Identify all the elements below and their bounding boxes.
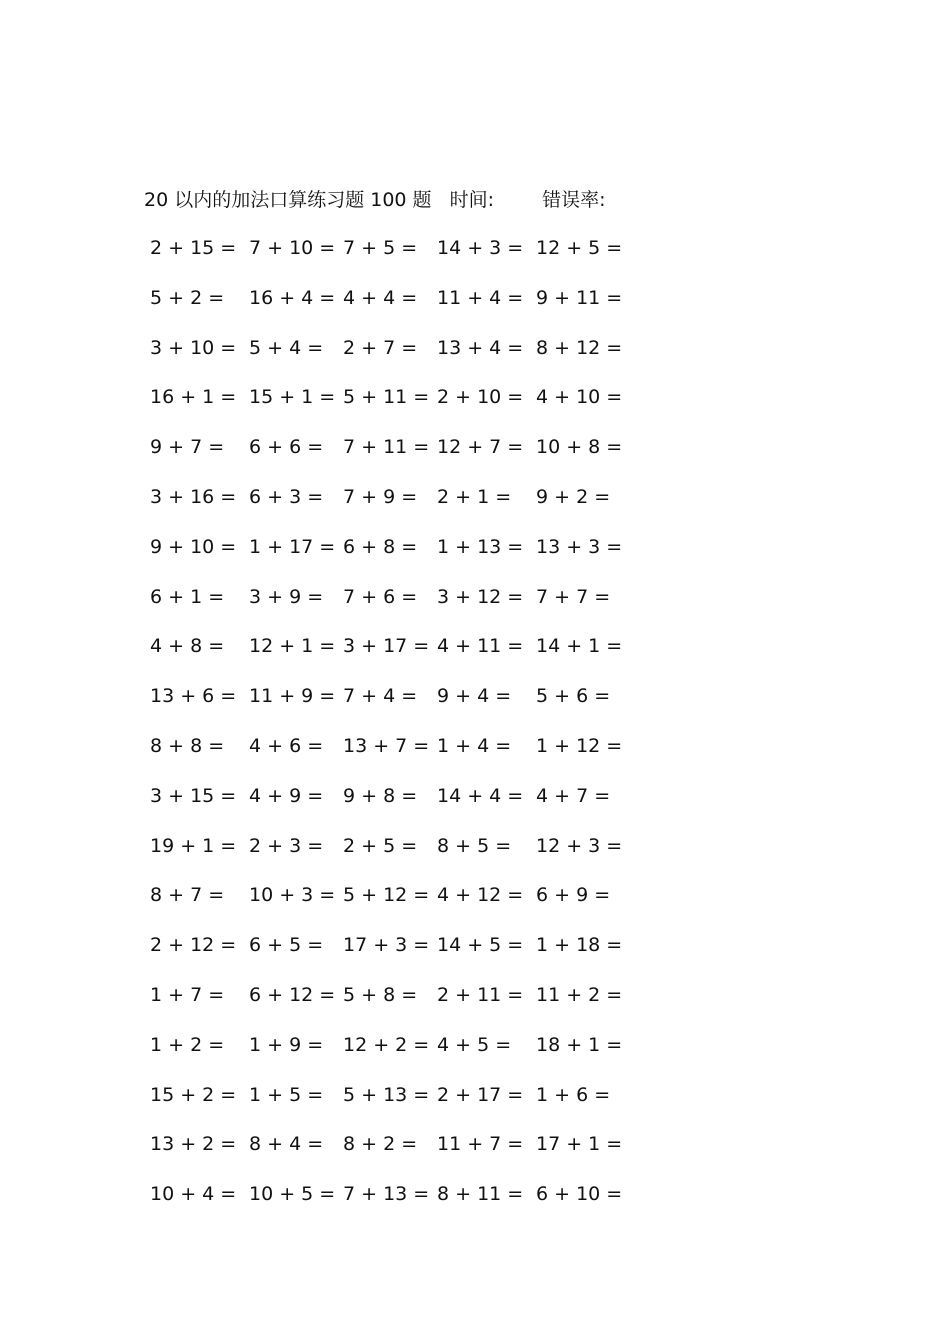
problem-row (0, 1081, 950, 1131)
problem-item: 6 + 1 = (150, 585, 225, 608)
problem-item: 4 + 10 = (536, 386, 623, 409)
problem-item: 1 + 9 = (249, 1033, 324, 1056)
problem-row (0, 881, 950, 931)
problem-item: 10 + 3 = (249, 884, 336, 907)
problem-item: 4 + 11 = (437, 635, 524, 658)
problem-item: 1 + 13 = (437, 535, 524, 558)
problem-item: 1 + 6 = (536, 1083, 611, 1106)
problem-item: 16 + 4 = (249, 286, 336, 309)
error-rate-label: 错误率: (542, 189, 606, 211)
problem-item: 11 + 7 = (437, 1133, 524, 1156)
problem-item: 12 + 5 = (536, 237, 623, 259)
problem-item: 13 + 3 = (536, 535, 623, 558)
problem-item: 6 + 8 = (343, 535, 418, 558)
problem-item: 6 + 5 = (249, 934, 324, 957)
problem-item: 8 + 11 = (437, 1183, 524, 1206)
problem-item: 4 + 8 = (150, 635, 225, 658)
problem-item: 13 + 4 = (437, 336, 524, 359)
problem-item: 3 + 9 = (249, 585, 324, 608)
problem-item: 7 + 11 = (343, 436, 430, 459)
problem-item: 16 + 1 = (150, 386, 237, 409)
problem-item: 17 + 3 = (343, 934, 430, 957)
problem-item: 7 + 13 = (343, 1183, 430, 1206)
problem-item: 4 + 9 = (249, 784, 324, 807)
problem-row (0, 981, 950, 1031)
problem-item: 8 + 12 = (536, 336, 623, 359)
problem-item: 2 + 12 = (150, 934, 237, 957)
time-label: 时间: (449, 189, 495, 211)
problem-row (0, 583, 950, 633)
problem-item: 9 + 10 = (150, 535, 237, 558)
problem-item: 1 + 7 = (150, 983, 225, 1006)
problem-row (0, 433, 950, 483)
problem-item: 6 + 10 = (536, 1183, 623, 1206)
problem-row (0, 732, 950, 782)
problem-item: 5 + 8 = (343, 983, 418, 1006)
problem-item: 11 + 2 = (536, 983, 623, 1006)
problem-item: 3 + 17 = (343, 635, 430, 658)
problem-item: 2 + 10 = (437, 386, 524, 409)
problem-item: 3 + 15 = (150, 784, 237, 807)
problem-item: 2 + 7 = (343, 336, 418, 359)
problem-item: 3 + 10 = (150, 336, 237, 359)
problem-item: 14 + 4 = (437, 784, 524, 807)
problem-item: 1 + 2 = (150, 1033, 225, 1056)
problem-item: 8 + 7 = (150, 884, 225, 907)
problem-item: 7 + 4 = (343, 685, 418, 708)
problem-item: 17 + 1 = (536, 1133, 623, 1156)
problem-item: 2 + 17 = (437, 1083, 524, 1106)
worksheet-title: 20 以内的加法口算练习题 100 题 (144, 189, 432, 211)
problem-row (0, 234, 950, 284)
problem-row (0, 1031, 950, 1081)
problem-row (0, 483, 950, 533)
problem-item: 12 + 1 = (249, 635, 336, 658)
problem-item: 3 + 12 = (437, 585, 524, 608)
problem-row (0, 782, 950, 832)
problem-row (0, 1130, 950, 1180)
problem-item: 2 + 3 = (249, 834, 324, 857)
problem-item: 4 + 4 = (343, 286, 418, 309)
problem-item: 12 + 7 = (437, 436, 524, 459)
problem-item: 7 + 7 = (536, 585, 611, 608)
problem-item: 7 + 10 = (249, 237, 336, 259)
problem-item: 6 + 3 = (249, 485, 324, 508)
problem-item: 11 + 4 = (437, 286, 524, 309)
problem-item: 9 + 2 = (536, 485, 611, 508)
problem-item: 1 + 12 = (536, 734, 623, 757)
problem-item: 9 + 8 = (343, 784, 418, 807)
problem-item: 5 + 13 = (343, 1083, 430, 1106)
problem-item: 9 + 7 = (150, 436, 225, 459)
problem-item: 2 + 1 = (437, 485, 512, 508)
worksheet-header (144, 186, 605, 214)
problem-row (0, 284, 950, 334)
problem-grid (0, 234, 950, 1230)
problem-item: 3 + 16 = (150, 485, 237, 508)
problem-item: 7 + 5 = (343, 237, 418, 259)
problem-item: 11 + 9 = (249, 685, 336, 708)
problem-item: 5 + 4 = (249, 336, 324, 359)
problem-item: 13 + 6 = (150, 685, 237, 708)
problem-item: 1 + 5 = (249, 1083, 324, 1106)
problem-row (0, 533, 950, 583)
problem-row (0, 1180, 950, 1230)
problem-item: 2 + 5 = (343, 834, 418, 857)
problem-item: 18 + 1 = (536, 1033, 623, 1056)
problem-row (0, 682, 950, 732)
problem-item: 5 + 11 = (343, 386, 430, 409)
problem-item: 8 + 2 = (343, 1133, 418, 1156)
problem-item: 5 + 2 = (150, 286, 225, 309)
problem-item: 10 + 4 = (150, 1183, 237, 1206)
problem-item: 1 + 4 = (437, 734, 512, 757)
problem-item: 19 + 1 = (150, 834, 237, 857)
problem-item: 15 + 1 = (249, 386, 336, 409)
problem-item: 6 + 6 = (249, 436, 324, 459)
problem-row (0, 334, 950, 384)
problem-item: 1 + 17 = (249, 535, 336, 558)
problem-item: 4 + 5 = (437, 1033, 512, 1056)
problem-item: 13 + 7 = (343, 734, 430, 757)
problem-item: 5 + 12 = (343, 884, 430, 907)
problem-item: 15 + 2 = (150, 1083, 237, 1106)
problem-item: 6 + 9 = (536, 884, 611, 907)
problem-item: 12 + 3 = (536, 834, 623, 857)
problem-item: 10 + 8 = (536, 436, 623, 459)
problem-item: 1 + 18 = (536, 934, 623, 957)
problem-item: 10 + 5 = (249, 1183, 336, 1206)
problem-item: 4 + 6 = (249, 734, 324, 757)
problem-item: 7 + 9 = (343, 485, 418, 508)
problem-item: 13 + 2 = (150, 1133, 237, 1156)
problem-row (0, 632, 950, 682)
problem-item: 14 + 1 = (536, 635, 623, 658)
problem-item: 8 + 5 = (437, 834, 512, 857)
problem-item: 14 + 3 = (437, 237, 524, 259)
problem-item: 6 + 12 = (249, 983, 336, 1006)
problem-item: 2 + 11 = (437, 983, 524, 1006)
problem-item: 9 + 4 = (437, 685, 512, 708)
problem-item: 4 + 12 = (437, 884, 524, 907)
problem-item: 7 + 6 = (343, 585, 418, 608)
problem-item: 14 + 5 = (437, 934, 524, 957)
problem-item: 8 + 4 = (249, 1133, 324, 1156)
problem-item: 4 + 7 = (536, 784, 611, 807)
problem-item: 9 + 11 = (536, 286, 623, 309)
problem-row (0, 832, 950, 882)
problem-item: 12 + 2 = (343, 1033, 430, 1056)
problem-row (0, 383, 950, 433)
problem-item: 5 + 6 = (536, 685, 611, 708)
problem-row (0, 931, 950, 981)
problem-item: 8 + 8 = (150, 734, 225, 757)
problem-item: 2 + 15 = (150, 237, 237, 259)
